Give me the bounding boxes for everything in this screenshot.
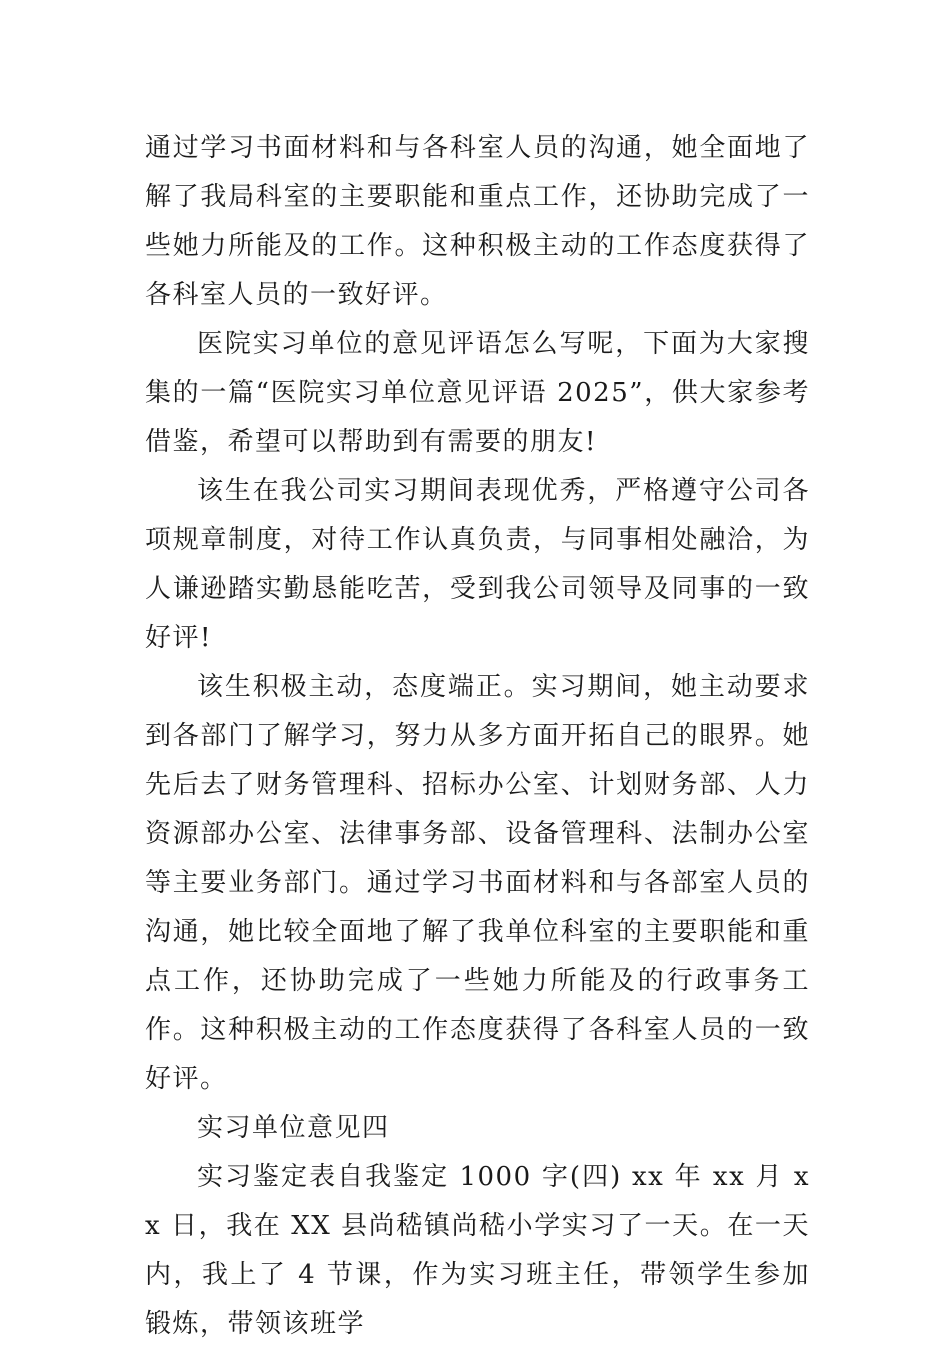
paragraph-4: 该生积极主动，态度端正。实习期间，她主动要求到各部门了解学习，努力从多方面开拓自己的眼界。她先后去了财务管理科、招标办公室、计划财务部、人力资源部办公室、法律事务部、设备管理科、法制办公室等主要业务部门。通过学习书面材料和与各部室人员的沟通，她比较全面地了解了我单位科室的主要职能和重点工作，还协助完成了一些她力所能及的行政事务工作。这种积极主动的工作态度获得了各科室人员的一致好评。 [145, 672, 810, 1094]
paragraph-3: 该生在我公司实习期间表现优秀，严格遵守公司各项规章制度，对待工作认真负责，与同事相处融洽，为人谦逊踏实勤恳能吃苦，受到我公司领导及同事的一致好评! [145, 476, 810, 653]
paragraph-1: 通过学习书面材料和与各科室人员的沟通，她全面地了解了我局科室的主要职能和重点工作，还协助完成了一些她力所能及的工作。这种积极主动的工作态度获得了各科室人员的一致好评。 [145, 133, 810, 310]
document-body [145, 124, 810, 1349]
section-heading: 实习单位意见四 [197, 1113, 390, 1143]
paragraph-2: 医院实习单位的意见评语怎么写呢，下面为大家搜集的一篇“医院实习单位意见评语 2025”，供大家参考借鉴，希望可以帮助到有需要的朋友! [145, 329, 810, 457]
paragraph-5: 实习鉴定表自我鉴定 1000 字(四) xx 年 xx 月 xx 日，我在 XX 县尚嵇镇尚嵇小学实习了一天。在一天内，我上了 4 节课，作为实习班主任，带领学生参加锻炼，带领该班学 [145, 1162, 810, 1339]
